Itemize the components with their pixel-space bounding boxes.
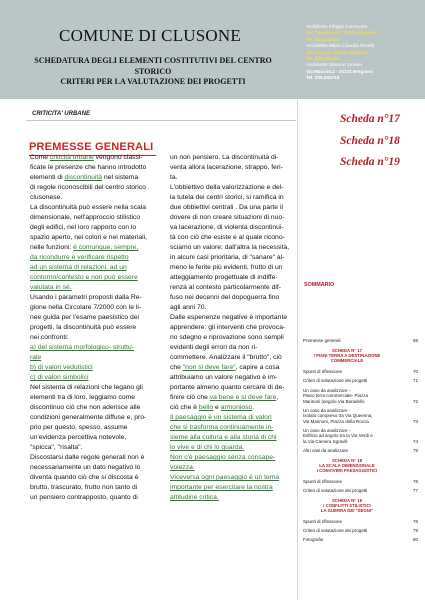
- sommario-entry-page: 71: [412, 378, 418, 383]
- sommario-entry-label: [303, 378, 403, 383]
- architect-phone: Tel. 035.232718: [306, 75, 340, 81]
- sidebar-divider: [297, 100, 298, 600]
- col2-line: finire ciò che va bene e si deve fare,: [170, 394, 279, 401]
- subtitle-line: SCHEDATURA DEGLI ELEMENTI COSTITUTIVI DEL CENTRO: [34, 56, 272, 65]
- section-heading: PREMESSE GENERALI: [29, 141, 154, 153]
- sommario-entry-label-line: Edificio ad angolo tra la Via Verdi e: [303, 433, 373, 439]
- sommario-entry-label-line: Via Marinoni, Piazza della Rocca: [303, 418, 369, 424]
- architect-address: Via Tasca,3 - 24122 Bergamo: [306, 49, 369, 55]
- col1-line: c) di valori simbolici: [30, 374, 89, 381]
- sommario-title: SOMMARIO: [304, 282, 335, 288]
- col2-line: commettere. Analizzare il "brutto", ciò: [170, 354, 282, 361]
- col1-line: b) di valori vedutistici: [30, 364, 93, 371]
- col1-line: progetti, la discontinuità può essere: [30, 324, 137, 331]
- col1-line: brutto, trascurato, frutto non tanto di: [30, 484, 138, 491]
- col1-line: necessariamente un dato negativo lo: [30, 464, 141, 471]
- sommario-entry-label-line: Criteri di valutazione dei progetti: [303, 528, 368, 533]
- col1-line: ficate le presenze che hanno introdotto: [30, 164, 147, 171]
- architect-address: Via Maccini,2 - 24122 Bergamo: [306, 68, 373, 74]
- col2-line: Viceversa ogni paesaggio è un tema: [170, 474, 280, 481]
- col2-line: portante almeno quanto cercare di de-: [170, 384, 285, 391]
- architect-phone: Tel. 035.243445: [306, 36, 340, 42]
- text-column-right: [170, 153, 298, 503]
- sommario-scheda-18-heading[interactable]: [303, 458, 391, 474]
- sommario-entry-label: [303, 408, 403, 424]
- col1-line: gione nella Circolare 7/2000 con le li-: [30, 304, 142, 311]
- sommario-scheda-19-heading[interactable]: [303, 498, 391, 514]
- sommario-entry-label: [303, 479, 403, 484]
- col1-line: un'evidenza percettiva notevole,: [30, 434, 127, 441]
- architect-name: Architetto Maria Claudia Peretti: [306, 43, 375, 49]
- col1-line: elementi tra di loro, leggiamo come: [30, 394, 136, 401]
- sommario-entry-page: 78: [412, 519, 418, 524]
- col1-line: nei confronti:: [30, 334, 69, 341]
- col2-line: importante per esercitare la nostra: [170, 484, 273, 491]
- col1-line: La discontinuità può essere nella scala: [30, 204, 146, 211]
- col2-line: apprendere: gli interventi che provoca-: [170, 324, 286, 331]
- sommario-scheda-line: COMMERCIALE: [330, 358, 364, 364]
- scheda-19-link[interactable]: Scheda n°19: [340, 156, 400, 168]
- sommario-entry-label: [303, 488, 403, 493]
- col2-line: fuso nei decenni del dopoguerra fino: [170, 294, 280, 301]
- col1-line: ad un sistema di relazioni, ad un: [30, 264, 127, 271]
- col2-line: attitudine critica.: [170, 494, 219, 501]
- col1-line: contorno/contesto e non può essere: [30, 274, 138, 281]
- sommario-scheda-line: SCHEDA N° 18: [332, 458, 362, 463]
- col1-line: nelle funzioni: è comunque, sempre,: [30, 244, 139, 251]
- col2-line: agli anni 70.: [170, 304, 207, 311]
- sommario-entry-label-line: Un caso da analizzare -: [303, 408, 351, 413]
- col1-line: dimensionale, nell'approccio stilistico: [30, 214, 141, 221]
- col1-line: condizioni generalmente diffuse e, pro-: [30, 414, 147, 421]
- architects-credits: [306, 24, 424, 82]
- col2-line: venta allora lacerazione, strappo, feri-: [170, 164, 283, 171]
- sommario-entry-label-line: Un caso da analizzare -: [303, 428, 351, 433]
- sommario-scheda-line: LA SCALA DIMENSIONALE: [319, 463, 375, 469]
- sommario-scheda-line: SCHEDA N° 19: [332, 498, 362, 503]
- sommario-scheda-line: LA GUERRA DEI "SEGNI": [320, 508, 374, 514]
- col1-line: Usando i parametri proposti dalla Re-: [30, 294, 142, 301]
- col1-line: diventa quando ciò che si discosta è: [30, 474, 139, 481]
- col1-line: "spicca", "risalta".: [30, 444, 83, 451]
- sommario-entry-label-line: Un caso da analizzare -: [303, 388, 351, 393]
- sommario-entry-page: 73: [412, 418, 418, 424]
- col2-line: lo vive e di chi lo guarda.: [170, 444, 245, 451]
- sommario-entry-page: 72: [412, 398, 418, 404]
- col2-line: L'obbiettivo della valorizzazione e del-: [170, 184, 284, 191]
- sommario-scheda-line: I CONVIVERI PAESAGGISTICI: [316, 468, 378, 474]
- col2-line: Il paesaggio è un sistema di valori: [170, 414, 272, 421]
- sommario-entry-page: 80: [412, 537, 418, 542]
- col1-line: un pensiero contrapposto, quanto di: [30, 494, 138, 501]
- sommario-entry-label: [303, 537, 403, 542]
- sommario-entry-page: 76: [412, 479, 418, 484]
- sommario-entry-label-line: Isolato compreso tra Via Queenna,: [303, 413, 373, 419]
- sommario-entry-page: 79: [412, 528, 418, 533]
- col1-line: spazio aperto, nei colori e nei materiali,: [30, 234, 148, 241]
- col2-line: renza al contesto particolarmente dif-: [170, 284, 282, 291]
- col2-line: va lacerazione, di violenta discontinui-: [170, 224, 284, 231]
- sommario-entry-label-line: Fotografie: [303, 537, 324, 542]
- col2-line: la tutela dei centri storici, si ramifica in: [170, 194, 284, 201]
- col1-line: elementi di discontinuità nel sistema: [30, 174, 139, 181]
- sommario-scheda-line: I CONFLITTI STILISTICI: [323, 503, 371, 509]
- col1-line: discontinuo ciò che non aderisce alle: [30, 404, 141, 411]
- col1-line: clusonese.: [30, 194, 63, 201]
- col2-line: no sdegno e riprovazione sono sempli: [170, 334, 284, 341]
- sommario-entry-label: [303, 369, 403, 374]
- sommario-entry-label-line: Premesse generali: [303, 338, 341, 343]
- sommario-entry-label: [303, 448, 403, 453]
- col2-line: due obbiettivi centrali . Da una parte il: [170, 204, 283, 211]
- sommario-entry-label: [303, 388, 403, 404]
- sommario-entry-page: 69: [412, 338, 418, 343]
- col1-line: a) del sistema morfologico- struttu-: [30, 344, 134, 351]
- col1-line: da ricondurre e verificare rispetto: [30, 254, 129, 261]
- col2-line: che "non si deve fare", capire a cosa: [170, 364, 280, 371]
- sommario-scheda-line: SCHEDA N° 17: [332, 348, 362, 353]
- sommario-entry-page: 75: [412, 448, 418, 453]
- col2-line: attribuiamo un valore negativo è im-: [170, 374, 278, 381]
- divider: [26, 120, 296, 121]
- sommario-scheda-17-heading[interactable]: [303, 348, 391, 364]
- sommario-entry-label: [303, 519, 403, 524]
- sommario-entry-label: [303, 338, 403, 343]
- col2-line: sciamo un valore; dall'altra la necessità,: [170, 244, 290, 251]
- sommario-entry-label-line: Marinoni (angolo Via Baradello: [303, 398, 365, 404]
- col1-line: Nel sistema di relazioni che legano gli: [30, 384, 143, 391]
- col1-line: di regole riconoscibili del centro storico: [30, 184, 146, 191]
- architect-address: Via Canaline,13 - 24121 Bergamo: [306, 30, 378, 36]
- col1-line: valutata in sé.: [30, 284, 72, 291]
- col1-line: degli edifici, nel loro rapporto con lo: [30, 224, 137, 231]
- header-banner: [0, 0, 425, 99]
- sommario-entry-label-line: Spunti di riflessione: [303, 369, 343, 374]
- col1-line: Come criticità urbane vengono classi-: [30, 154, 143, 161]
- sommario-entry-page: 77: [412, 488, 418, 493]
- col2-line: volezza.: [170, 464, 195, 471]
- col1-line: nee guida per l'esame paesistico dei: [30, 314, 139, 321]
- col2-line: tà con ciò che esiste e al quale ricono-: [170, 234, 285, 241]
- sommario-entry-page: 74: [412, 438, 418, 444]
- col1-line: prio per questo, spesso, assume: [30, 424, 128, 431]
- sommario-entry-page: 70: [412, 369, 418, 374]
- col1-line: Discostarsi dalle regole generali non è: [30, 454, 145, 461]
- subtitle-line: STORICO: [134, 66, 172, 76]
- col2-line: dovere di non creare situazioni di nuo-: [170, 214, 285, 221]
- col1-line: rale: [30, 354, 42, 361]
- col2-line: evidenti degli errori da non ri-: [170, 344, 258, 351]
- page-subtitle: [22, 56, 284, 88]
- sommario-entry-label-line: Spunti di riflessione: [303, 479, 343, 484]
- col2-line: ciò che è bello e armonioso.: [170, 404, 255, 411]
- architect-name: Architetto Filippo Carnevale: [306, 24, 368, 29]
- sommario-entry-label: [303, 428, 403, 444]
- subtitle-line: CRITERI PER LA VALUTAZIONE DEI PROGETTI: [60, 77, 246, 86]
- sommario-entry-label-line: Piano terra commerciale- Piazza: [303, 393, 369, 399]
- architect-name: Architetto Simone Zenoni: [306, 62, 362, 68]
- col2-line: che si trasforma continuamente in-: [170, 424, 274, 431]
- col2-line: in alcuni casi prioritaria, di "sanare" al-: [170, 254, 285, 261]
- col2-line: Dalle esperienze negative è importante: [170, 314, 288, 321]
- col2-line: un non pensiero. La discontinuità di-: [170, 154, 279, 161]
- architect-phone: Tel. 035.233230: [306, 56, 340, 62]
- sommario-entry-label-line: Altri casi da analizzare: [303, 448, 349, 453]
- page-title: COMUNE DI CLUSONE: [59, 26, 241, 45]
- sommario-entry-label-line: Criteri di valutazione dei progetti: [303, 378, 368, 383]
- col2-line: sieme alla cultura e alla storia di chi: [170, 434, 277, 441]
- col2-line: ta.: [170, 174, 178, 181]
- col2-line: Non c'è paesaggio senza consape-: [170, 454, 276, 461]
- sommario-entry-label: [303, 528, 403, 533]
- text-column-left: [30, 153, 165, 503]
- sommario-scheda-line: I PIANI TERRA A DESTINAZIONE: [313, 353, 381, 359]
- sommario-entry-label-line: Spunti di riflessione: [303, 519, 343, 524]
- scheda-18-link[interactable]: Scheda n°18: [340, 135, 400, 147]
- sommario-entry-label-line: Criteri di valutazione dei progetti: [303, 488, 368, 493]
- col2-line: meno le ferite più evidenti, frutto di un: [170, 264, 283, 271]
- col2-line: atteggiamento progettuale di indiffe-: [170, 274, 278, 281]
- scheda-17-link[interactable]: Scheda n°17: [340, 113, 400, 125]
- sommario-entry-label-line: la Via Camera Sgravill: [303, 438, 348, 444]
- section-label: CRITICITA' URBANE: [32, 111, 90, 117]
